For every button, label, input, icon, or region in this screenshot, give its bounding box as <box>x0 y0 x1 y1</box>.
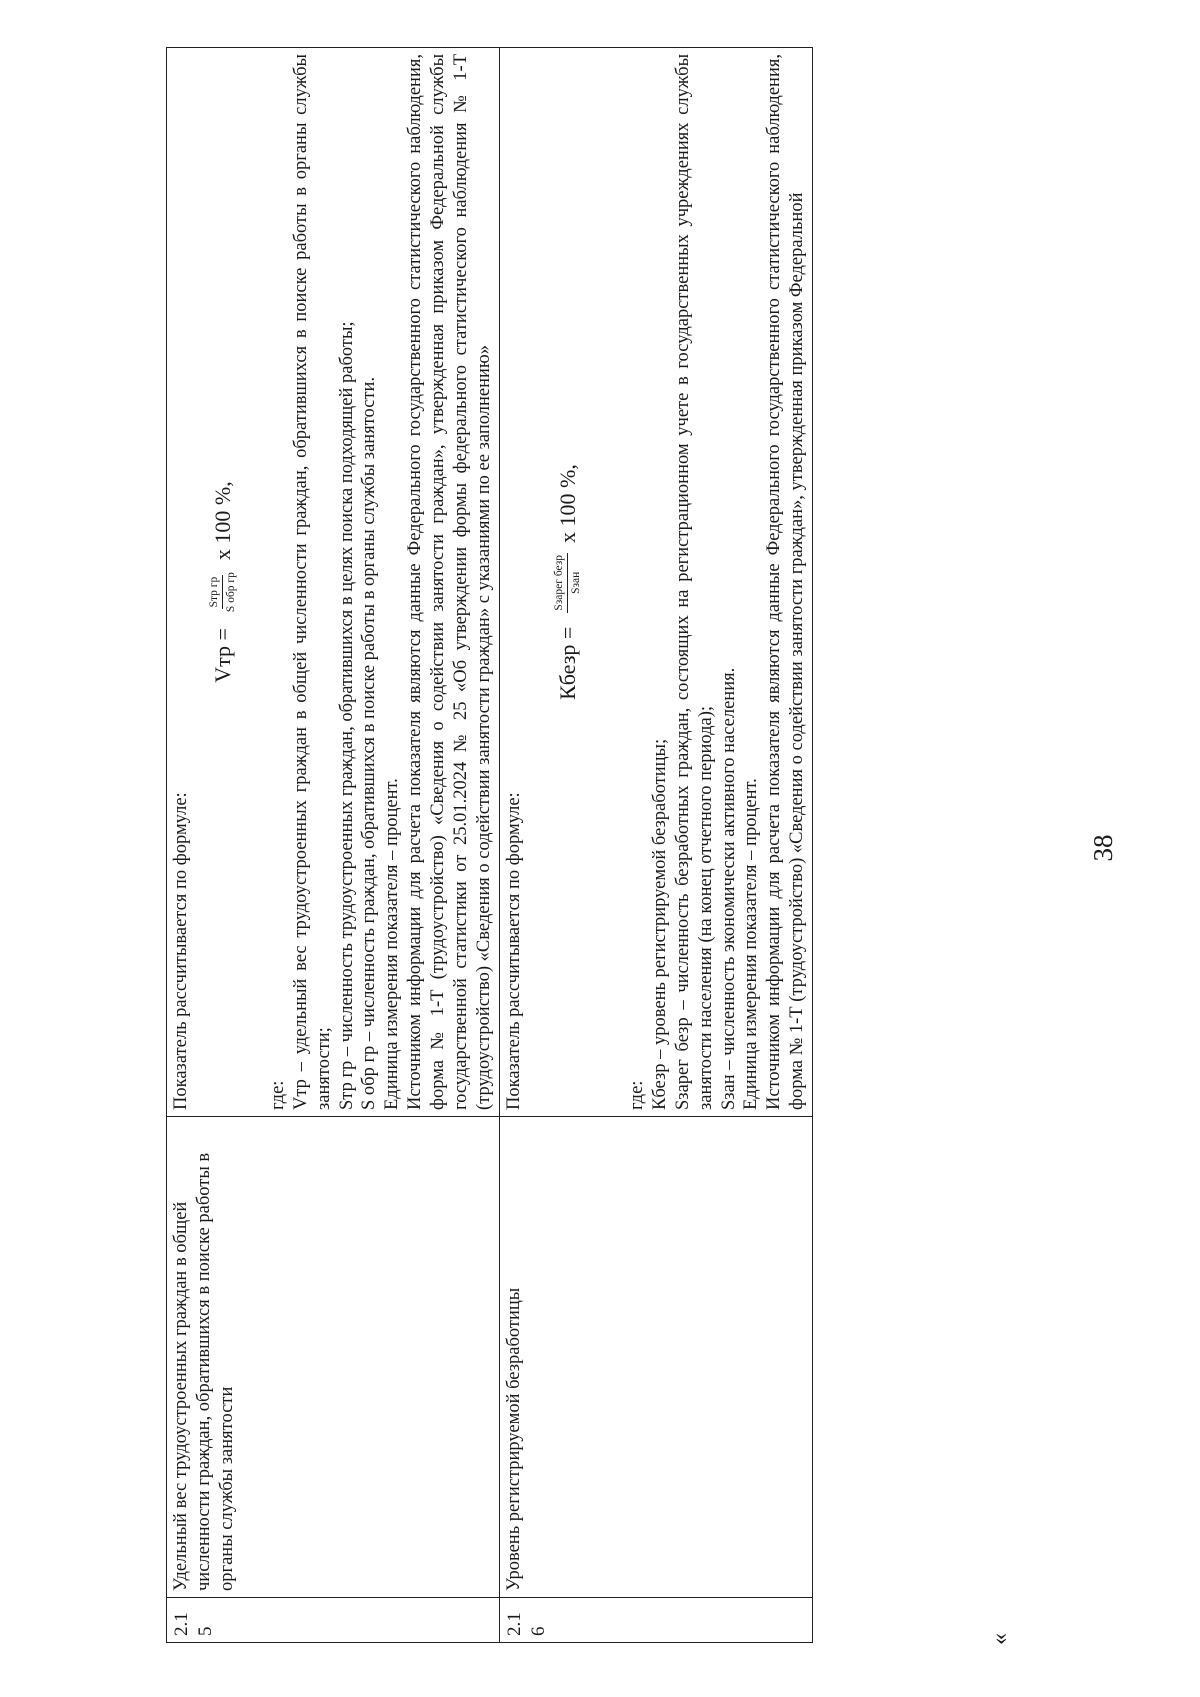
table-row <box>500 48 813 1643</box>
opening-quote-mark: « <box>987 1633 1013 1645</box>
unit-text: Единица измерения показателя – процент. <box>741 778 762 1110</box>
indicator-description <box>167 48 500 1117</box>
formula-denominator: S обр гр <box>225 572 238 613</box>
unit-text: Единица измерения показателя – процент. <box>382 778 403 1110</box>
indicator-name: Уровень регистрируемой безработицы <box>500 1117 813 1598</box>
indicator-name: Удельный вес трудоустроенных граждан в общей численности граждан, обратившихся в поиске работы в органы службы занятости <box>167 1117 500 1598</box>
indicators-table <box>166 47 813 1643</box>
row-number: 2.16 <box>500 1598 813 1643</box>
formula-lhs: Vтр = <box>210 628 236 683</box>
source-text: Источником информации для расчета показателя являются данные Федерального государственного статистического наблюдения, форма № 1-Т (трудоустройство) «Сведения о содействии занятости граждан», утвержденная приказом Федеральной <box>764 54 808 1110</box>
where-label: где: <box>267 1080 288 1110</box>
definition-text: S обр гр – численность граждан, обратившихся в поиске работы в органы службы занятости. <box>359 376 380 1110</box>
definition-text: Vтр – удельный вес трудоустроенных граждан в общей численности граждан, обратившихся в поиске работы в органы службы занятости; <box>290 54 334 1110</box>
formula-numerator: Sтр гр <box>207 575 223 610</box>
formula-rhs: х 100 %, <box>555 464 581 543</box>
formula-lhs: Кбезр = <box>555 626 581 700</box>
page-number: 38 <box>1088 834 1118 862</box>
formula <box>552 54 584 1110</box>
formula-fraction <box>207 570 239 614</box>
formula-denominator: Sзан <box>570 571 583 594</box>
definition-text: Кбезр – уровень регистрируемой безработицы; <box>649 738 670 1110</box>
formula-rhs: х 100 %, <box>210 481 236 561</box>
formula-numerator: Sзарег безр <box>552 553 568 613</box>
spacer <box>614 54 626 1110</box>
formula-intro: Показатель рассчитывается по формуле: <box>504 792 525 1110</box>
definition-text: Sзан – численность экономически активного населения. <box>718 667 739 1110</box>
row-number: 2.15 <box>167 1598 500 1643</box>
source-text: Источником информации для расчета показателя являются данные Федерального государственного статистического наблюдения, форма № 1-Т (трудоустройство) «Сведения о содействии занятости граждан», утвержденная приказом Федеральной службы государственной статистики от 25.01.2024 № 25 «Об утверждении формы федерального статистического наблюдения № 1-Т (трудоустройство) «Сведения о содействии занятости граждан» с указаниями по ее заполнению» <box>405 54 495 1110</box>
definition-text: Sзарег безр – численность безработных граждан, состоящих на регистрационном учете в государственных учреждениях службы занятости населения (на конец отчетного периода); <box>672 54 716 1110</box>
spacer <box>255 54 267 1110</box>
table-row <box>167 48 500 1643</box>
definition-text: Sтр гр – численность трудоустроенных граждан, обратившихся в целях поиска подходящей работы; <box>336 321 357 1110</box>
formula-intro: Показатель рассчитывается по формуле: <box>171 792 191 1110</box>
formula-fraction <box>552 553 584 613</box>
where-label: где: <box>626 1080 647 1110</box>
indicator-description <box>500 48 813 1117</box>
formula <box>207 54 239 1110</box>
